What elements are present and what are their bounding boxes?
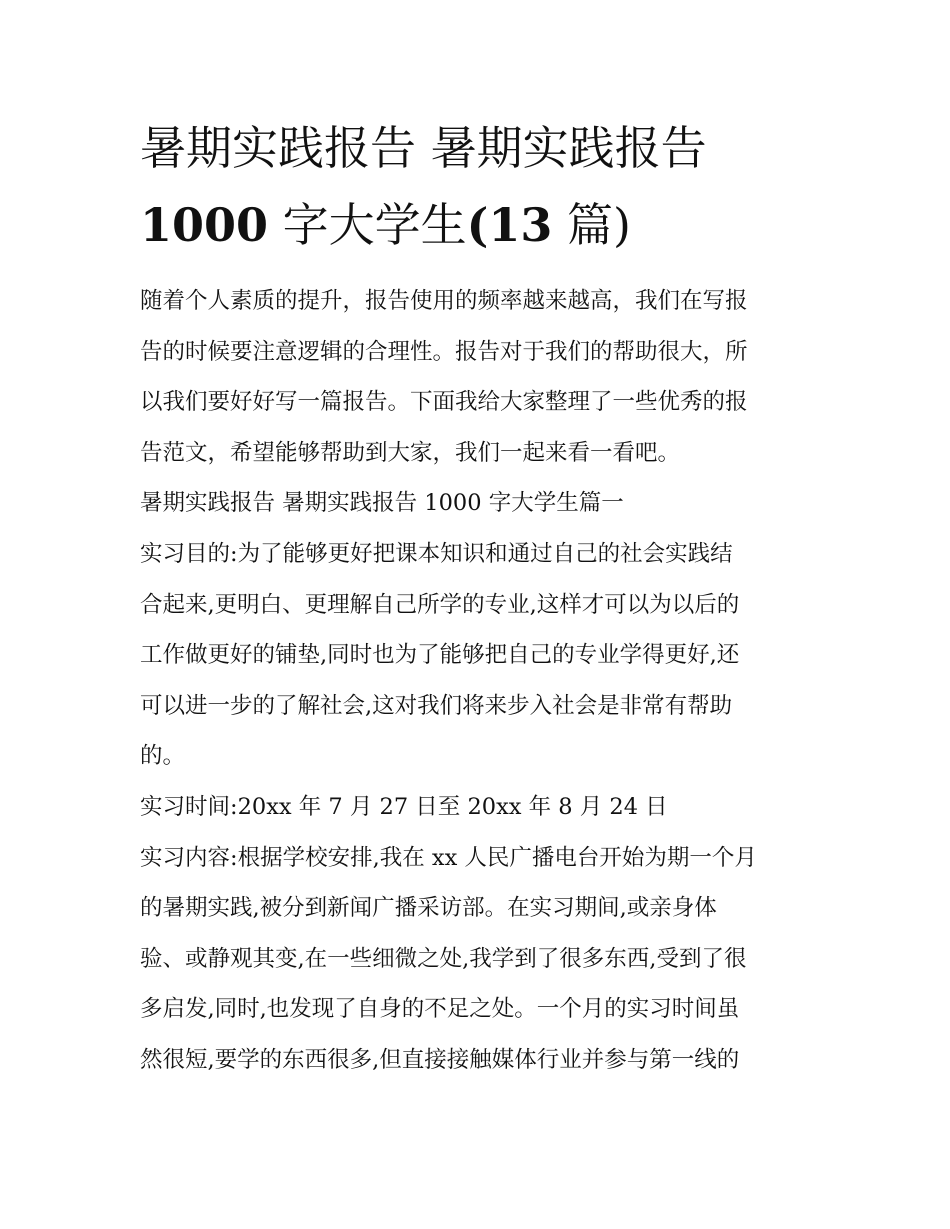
body-line: 工作做更好的铺垫,同时也为了能够把自己的专业学得更好,还 (140, 642, 740, 669)
title-line-2 (140, 187, 820, 264)
body-line: 然很短,要学的东西很多,但直接接触媒体行业并参与第一线的 (140, 1046, 740, 1073)
document-title (140, 110, 820, 264)
title-end: 篇) (552, 198, 632, 252)
body-line: 多启发,同时,也发现了自身的不足之处。一个月的实习时间虽 (140, 996, 740, 1023)
title-number: 1000 (140, 198, 269, 252)
body-line: 告的时候要注意逻辑的合理性。报告对于我们的帮助很大，所 (140, 338, 748, 365)
body-line: 随着个人素质的提升，报告使用的频率越来越高，我们在写报 (140, 288, 748, 314)
title-line-1: 暑期实践报告 暑期实践报告 (140, 121, 707, 175)
body-line: 验、或静观其变,在一些细微之处,我学到了很多东西,受到了很 (140, 945, 747, 972)
section-heading: 暑期实践报告 暑期实践报告 1000 字大学生篇一 (140, 490, 624, 517)
body-line: 以我们要好好写一篇报告。下面我给大家整理了一些优秀的报 (140, 389, 748, 416)
body-line: 实习内容:根据学校安排,我在 xx 人民广播电台开始为期一个月 (140, 844, 757, 871)
body-line: 的。 (140, 743, 186, 770)
body-line: 告范文，希望能够帮助到大家，我们一起来看一看吧。 (140, 439, 681, 466)
document-body (140, 276, 820, 1086)
body-line: 合起来,更明白、更理解自己所学的专业,这样才可以为以后的 (140, 591, 740, 618)
body-line: 可以进一步的了解社会,这对我们将来步入社会是非常有帮助 (140, 692, 733, 719)
body-line: 实习目的:为了能够更好把课本知识和通过自己的社会实践结 (140, 540, 733, 567)
body-line: 的暑期实践,被分到新闻广播采访部。在实习期间,或亲身体 (140, 895, 717, 922)
body-line: 实习时间:20xx 年 7 月 27 日至 20xx 年 8 月 24 日 (140, 793, 668, 820)
title-text: 字大学生 (268, 198, 467, 252)
title-count: (13 (466, 198, 553, 252)
